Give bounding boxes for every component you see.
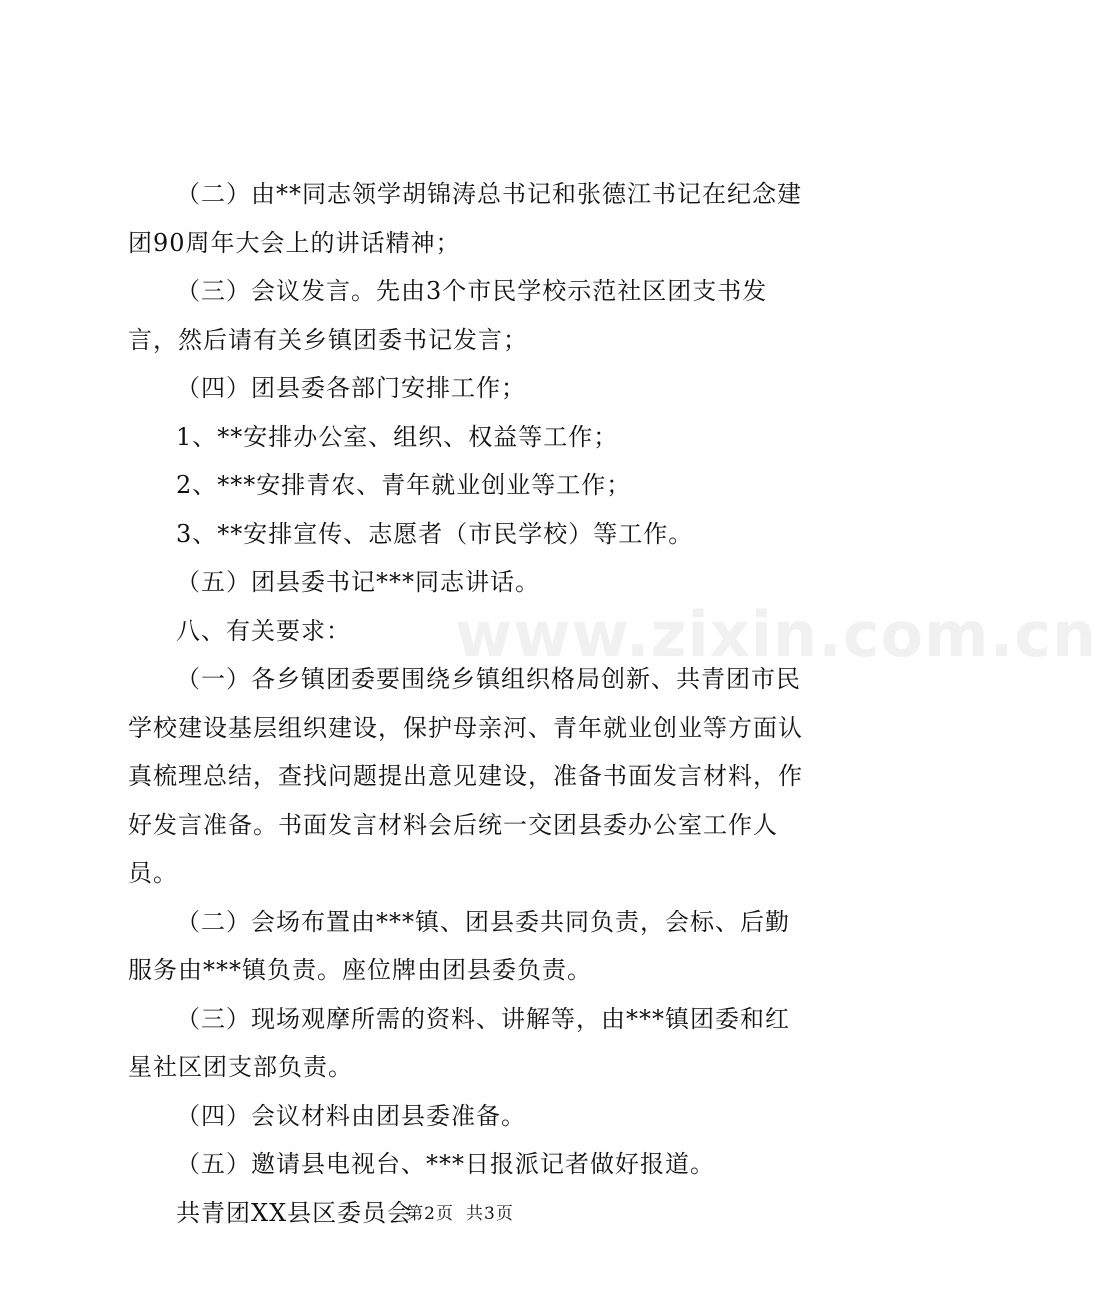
paragraph-requirement-2: （二）会场布置由***镇、团县委共同负责，会标、后勤服务由***镇负责。座位牌由团县委负责。 (128, 907, 790, 984)
paragraph-requirement-5: （五）邀请县电视台、***日报派记者做好报道。 (176, 1150, 715, 1178)
paragraph-requirement-4: （四）会议材料由团县委准备。 (176, 1101, 526, 1130)
section-heading-requirements: 八、有关要求： (176, 616, 351, 645)
page-number-current: 第2页 (406, 1204, 454, 1224)
list-item-office-work: 1、**安排办公室、组织、权益等工作； (176, 422, 619, 451)
watermark: www.zixin.com.cn (455, 598, 1097, 671)
signature-organization: 共青团XX县区委员会 (176, 1198, 413, 1227)
page-number-total: 共3页 (466, 1204, 514, 1224)
document-body (128, 170, 814, 1237)
paragraph-department-work: （四）团县委各部门安排工作； (176, 374, 526, 402)
paragraph-requirement-3: （三）现场观摩所需的资料、讲解等，由***镇团委和红星社区团支部负责。 (128, 1004, 790, 1081)
list-item-youth-employment: 2、***安排青农、青年就业创业等工作； (176, 471, 632, 499)
list-item-publicity-volunteers: 3、**安排宣传、志愿者（市民学校）等工作。 (176, 519, 694, 548)
paragraph-meeting-speeches: （三）会议发言。先由3个市民学校示范社区团支书发言，然后请有关乡镇团委书记发言； (128, 277, 768, 354)
paragraph-requirement-1: （一）各乡镇团委要围绕乡镇组织格局创新、共青团市民学校建设基层组织建设，保护母亲河、青年就业创业等方面认真梳理总结，查找问题提出意见建设，准备书面发言材料，作好发言准备。书面发言材料会后统一交团县委办公室工作人员。 (128, 665, 803, 887)
page-footer (0, 1199, 920, 1224)
paragraph-leader-study: （二）由**同志领学胡锦涛总书记和张德江书记在纪念建团90周年大会上的讲话精神； (128, 180, 802, 257)
paragraph-secretary-speech: （五）团县委书记***同志讲话。 (176, 568, 540, 596)
